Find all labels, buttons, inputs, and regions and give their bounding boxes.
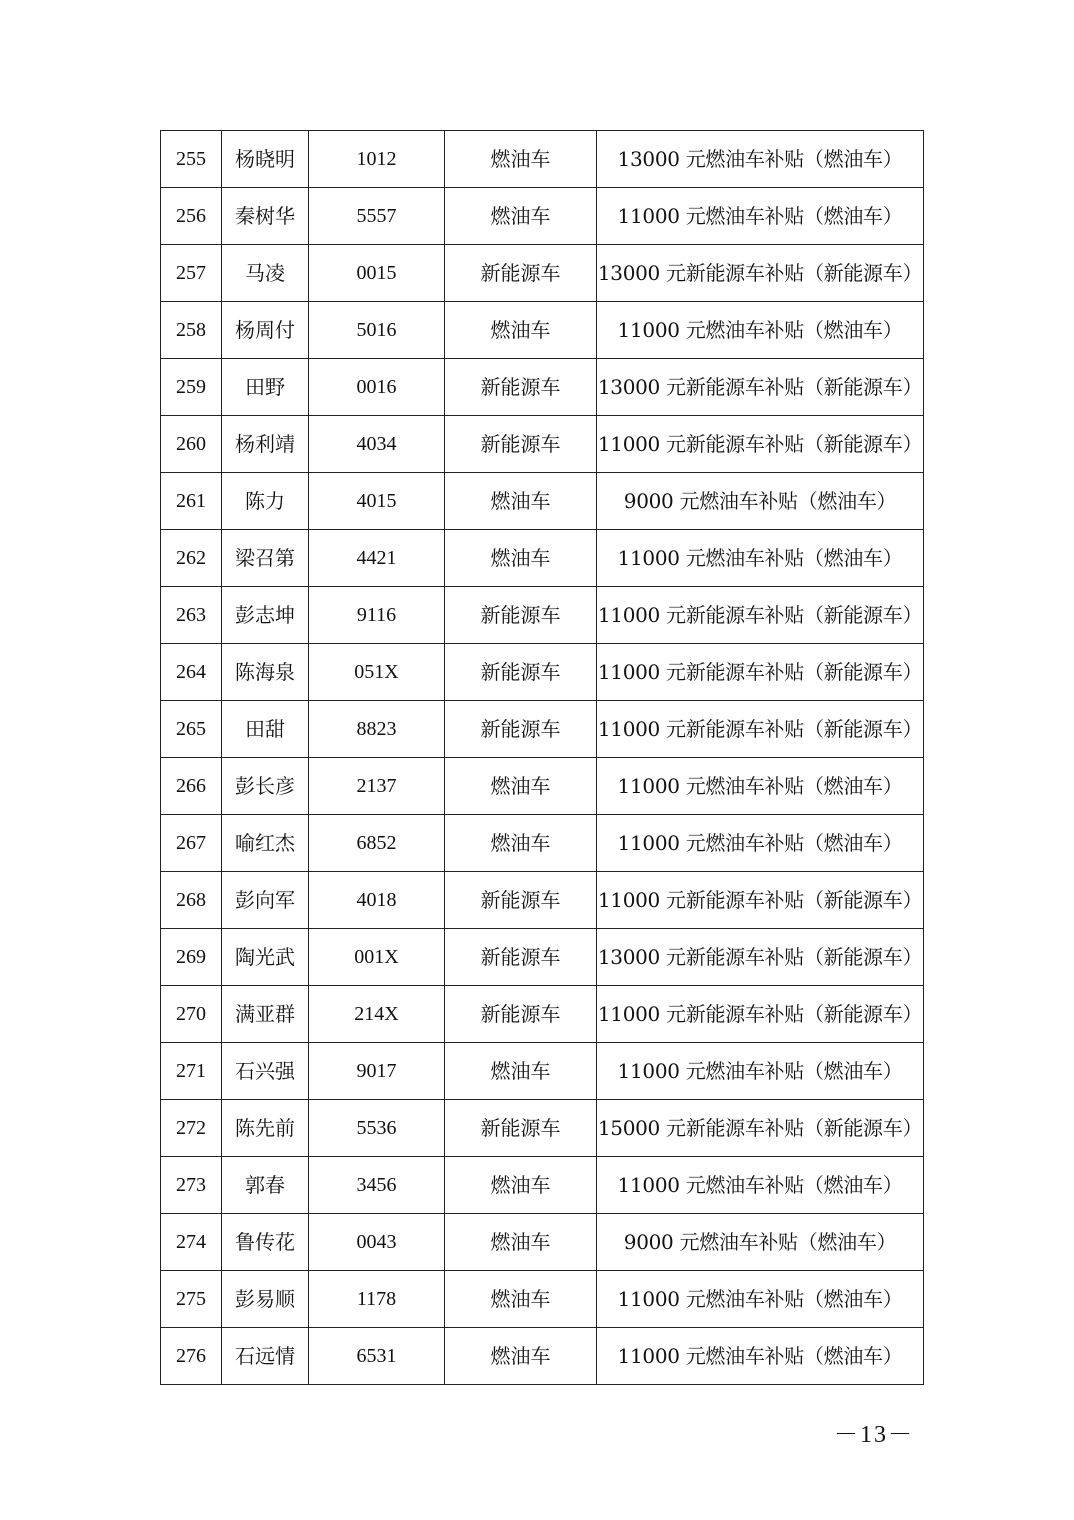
cell-name: 杨周付 [222, 302, 309, 359]
table-row [161, 758, 924, 815]
cell-name: 梁召第 [222, 530, 309, 587]
cell-id-suffix: 5557 [309, 188, 445, 245]
cell-number: 275 [161, 1271, 222, 1328]
cell-name: 杨晓明 [222, 131, 309, 188]
table-row [161, 473, 924, 530]
cell-number: 276 [161, 1328, 222, 1385]
cell-vehicle-type: 燃油车 [445, 815, 597, 872]
cell-subsidy: 13000 元燃油车补贴（燃油车） [597, 131, 924, 188]
table-row [161, 302, 924, 359]
cell-name: 田甜 [222, 701, 309, 758]
cell-number: 274 [161, 1214, 222, 1271]
cell-id-suffix: 4034 [309, 416, 445, 473]
cell-vehicle-type: 新能源车 [445, 245, 597, 302]
cell-id-suffix: 051X [309, 644, 445, 701]
table-row [161, 1271, 924, 1328]
cell-number: 265 [161, 701, 222, 758]
table-row [161, 188, 924, 245]
cell-subsidy: 13000 元新能源车补贴（新能源车） [597, 929, 924, 986]
cell-vehicle-type: 燃油车 [445, 473, 597, 530]
cell-name: 陶光武 [222, 929, 309, 986]
cell-vehicle-type: 新能源车 [445, 701, 597, 758]
cell-id-suffix: 5536 [309, 1100, 445, 1157]
cell-subsidy: 11000 元燃油车补贴（燃油车） [597, 530, 924, 587]
cell-number: 272 [161, 1100, 222, 1157]
cell-number: 259 [161, 359, 222, 416]
table-body [161, 131, 924, 1385]
cell-subsidy: 11000 元新能源车补贴（新能源车） [597, 587, 924, 644]
cell-id-suffix: 4018 [309, 872, 445, 929]
cell-name: 马凌 [222, 245, 309, 302]
cell-vehicle-type: 新能源车 [445, 359, 597, 416]
cell-subsidy: 11000 元燃油车补贴（燃油车） [597, 815, 924, 872]
cell-name: 陈力 [222, 473, 309, 530]
cell-id-suffix: 6531 [309, 1328, 445, 1385]
cell-name: 彭长彦 [222, 758, 309, 815]
cell-vehicle-type: 燃油车 [445, 530, 597, 587]
cell-id-suffix: 2137 [309, 758, 445, 815]
cell-id-suffix: 5016 [309, 302, 445, 359]
cell-name: 石兴强 [222, 1043, 309, 1100]
cell-vehicle-type: 燃油车 [445, 758, 597, 815]
cell-id-suffix: 1012 [309, 131, 445, 188]
cell-vehicle-type: 新能源车 [445, 1100, 597, 1157]
cell-number: 269 [161, 929, 222, 986]
cell-number: 264 [161, 644, 222, 701]
cell-vehicle-type: 燃油车 [445, 1328, 597, 1385]
cell-subsidy: 11000 元燃油车补贴（燃油车） [597, 1157, 924, 1214]
cell-id-suffix: 9017 [309, 1043, 445, 1100]
table-row [161, 1043, 924, 1100]
cell-name: 杨利靖 [222, 416, 309, 473]
cell-number: 255 [161, 131, 222, 188]
cell-id-suffix: 0016 [309, 359, 445, 416]
cell-subsidy: 11000 元燃油车补贴（燃油车） [597, 302, 924, 359]
cell-vehicle-type: 燃油车 [445, 1271, 597, 1328]
cell-name: 满亚群 [222, 986, 309, 1043]
cell-subsidy: 11000 元燃油车补贴（燃油车） [597, 758, 924, 815]
cell-id-suffix: 1178 [309, 1271, 445, 1328]
cell-vehicle-type: 燃油车 [445, 1043, 597, 1100]
cell-subsidy: 13000 元新能源车补贴（新能源车） [597, 359, 924, 416]
cell-id-suffix: 8823 [309, 701, 445, 758]
cell-subsidy: 13000 元新能源车补贴（新能源车） [597, 245, 924, 302]
cell-number: 262 [161, 530, 222, 587]
cell-id-suffix: 0015 [309, 245, 445, 302]
cell-id-suffix: 6852 [309, 815, 445, 872]
cell-number: 260 [161, 416, 222, 473]
cell-number: 258 [161, 302, 222, 359]
cell-number: 263 [161, 587, 222, 644]
cell-subsidy: 9000 元燃油车补贴（燃油车） [597, 1214, 924, 1271]
cell-name: 彭易顺 [222, 1271, 309, 1328]
cell-number: 266 [161, 758, 222, 815]
cell-vehicle-type: 新能源车 [445, 587, 597, 644]
cell-id-suffix: 214X [309, 986, 445, 1043]
cell-number: 268 [161, 872, 222, 929]
cell-number: 267 [161, 815, 222, 872]
table-row [161, 815, 924, 872]
subsidy-table [160, 130, 924, 1385]
cell-subsidy: 11000 元新能源车补贴（新能源车） [597, 872, 924, 929]
cell-subsidy: 9000 元燃油车补贴（燃油车） [597, 473, 924, 530]
cell-subsidy: 11000 元燃油车补贴（燃油车） [597, 1043, 924, 1100]
table-row [161, 416, 924, 473]
cell-subsidy: 11000 元燃油车补贴（燃油车） [597, 1328, 924, 1385]
cell-subsidy: 15000 元新能源车补贴（新能源车） [597, 1100, 924, 1157]
table-row [161, 644, 924, 701]
cell-name: 郭春 [222, 1157, 309, 1214]
page-number: －13－ [834, 1422, 914, 1448]
table-row [161, 359, 924, 416]
cell-id-suffix: 4015 [309, 473, 445, 530]
cell-id-suffix: 4421 [309, 530, 445, 587]
cell-number: 271 [161, 1043, 222, 1100]
cell-id-suffix: 0043 [309, 1214, 445, 1271]
cell-name: 喻红杰 [222, 815, 309, 872]
table-row [161, 929, 924, 986]
cell-subsidy: 11000 元新能源车补贴（新能源车） [597, 416, 924, 473]
cell-id-suffix: 9116 [309, 587, 445, 644]
cell-subsidy: 11000 元新能源车补贴（新能源车） [597, 644, 924, 701]
cell-subsidy: 11000 元新能源车补贴（新能源车） [597, 986, 924, 1043]
table-row [161, 530, 924, 587]
cell-id-suffix: 3456 [309, 1157, 445, 1214]
table-row [161, 1100, 924, 1157]
cell-vehicle-type: 新能源车 [445, 986, 597, 1043]
cell-vehicle-type: 燃油车 [445, 188, 597, 245]
cell-number: 257 [161, 245, 222, 302]
cell-vehicle-type: 新能源车 [445, 929, 597, 986]
cell-name: 石远情 [222, 1328, 309, 1385]
cell-number: 256 [161, 188, 222, 245]
cell-vehicle-type: 新能源车 [445, 644, 597, 701]
cell-id-suffix: 001X [309, 929, 445, 986]
cell-number: 270 [161, 986, 222, 1043]
table-row [161, 1157, 924, 1214]
cell-vehicle-type: 燃油车 [445, 1214, 597, 1271]
cell-subsidy: 11000 元燃油车补贴（燃油车） [597, 1271, 924, 1328]
cell-name: 秦树华 [222, 188, 309, 245]
table-row [161, 701, 924, 758]
cell-subsidy: 11000 元燃油车补贴（燃油车） [597, 188, 924, 245]
table-row [161, 587, 924, 644]
cell-name: 彭向军 [222, 872, 309, 929]
cell-name: 田野 [222, 359, 309, 416]
cell-number: 261 [161, 473, 222, 530]
table-row [161, 1328, 924, 1385]
table-row [161, 1214, 924, 1271]
cell-name: 彭志坤 [222, 587, 309, 644]
cell-vehicle-type: 新能源车 [445, 872, 597, 929]
cell-vehicle-type: 燃油车 [445, 131, 597, 188]
cell-name: 陈先前 [222, 1100, 309, 1157]
cell-subsidy: 11000 元新能源车补贴（新能源车） [597, 701, 924, 758]
cell-number: 273 [161, 1157, 222, 1214]
table-row [161, 986, 924, 1043]
cell-vehicle-type: 新能源车 [445, 416, 597, 473]
cell-name: 陈海泉 [222, 644, 309, 701]
cell-name: 鲁传花 [222, 1214, 309, 1271]
cell-vehicle-type: 燃油车 [445, 1157, 597, 1214]
table-row [161, 245, 924, 302]
cell-vehicle-type: 燃油车 [445, 302, 597, 359]
table-row [161, 131, 924, 188]
table-row [161, 872, 924, 929]
